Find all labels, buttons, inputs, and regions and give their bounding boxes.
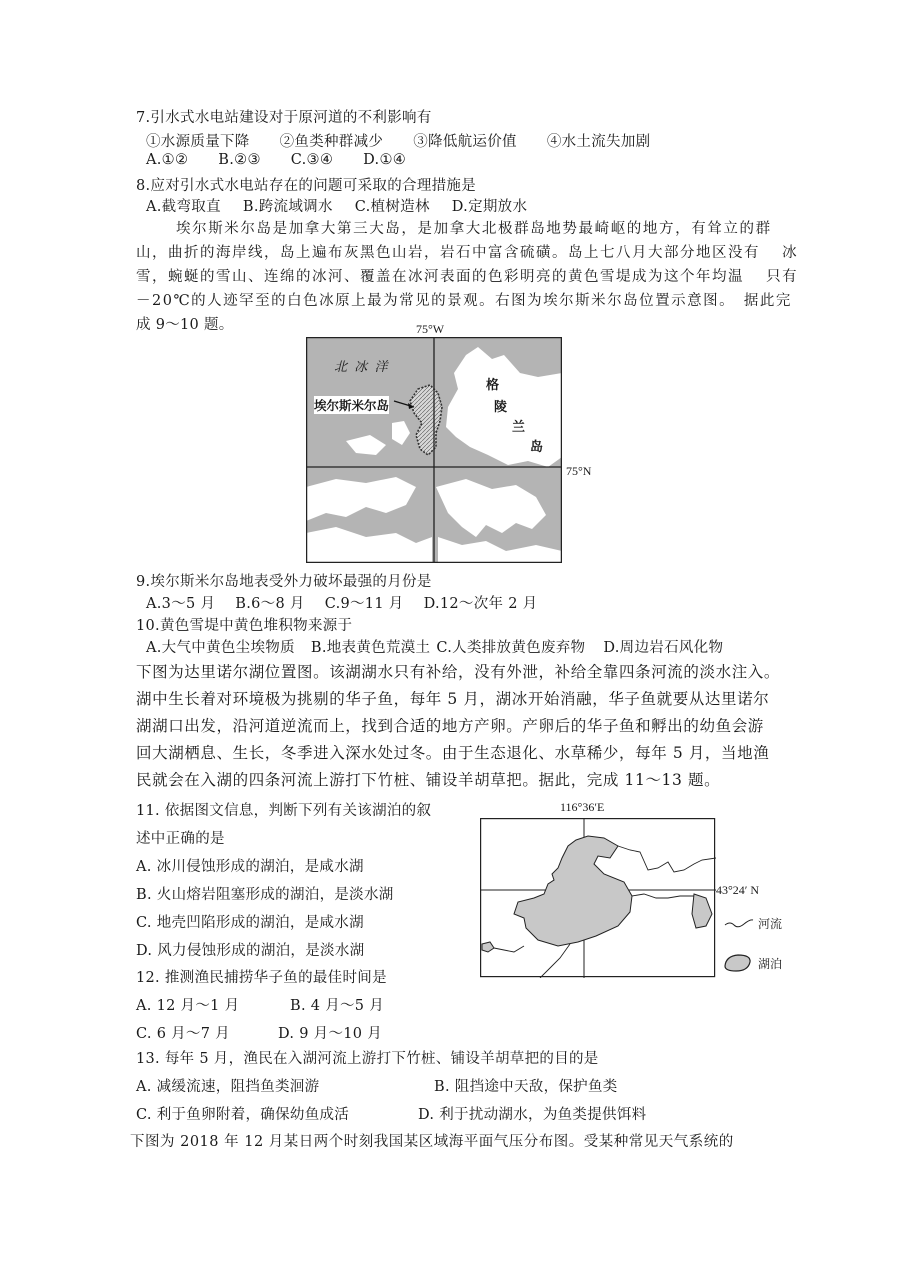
map1-ocean-label: 北 冰 洋 bbox=[334, 359, 390, 374]
passage1-line: 山，曲折的海岸线，岛上遍布灰黑色山岩，岩石中富含硫磺。岛上七八月大部分地区没有 冰 bbox=[136, 245, 799, 261]
q12-option-a: A. 12 月～1 月 bbox=[136, 998, 240, 1014]
passage2-line: 湖湖口出发，沿河道逆流而上，找到合适的地方产卵。产卵后的华子鱼和孵出的幼鱼会游 bbox=[136, 717, 764, 735]
map2-legend-lake-label: 湖泊 bbox=[758, 957, 783, 971]
q13-option-c: C. 利于鱼卵附着，确保幼鱼成活 bbox=[136, 1107, 350, 1123]
q8-options bbox=[146, 195, 551, 216]
passage2-line: 下图为达里诺尔湖位置图。该湖湖水只有补给，没有外泄，补给全靠四条河流的淡水注入。 bbox=[136, 663, 781, 681]
q10-options bbox=[146, 636, 747, 657]
q9-stem: 9.埃尔斯米尔岛地表受外力破坏最强的月份是 bbox=[136, 574, 432, 590]
q11-option-c: C. 地壳凹陷形成的湖泊，是咸水湖 bbox=[136, 915, 364, 931]
q9-option-b: B.6～8 月 bbox=[235, 596, 305, 612]
map1-greenland-label: 陵 bbox=[494, 399, 508, 414]
passage2-line: 民就会在入湖的四条河流上游打下竹桩、铺设羊胡草把。据此，完成 11～13 题。 bbox=[136, 771, 721, 789]
passage2-line: 湖中生长着对环境极为挑剔的华子鱼，每年 5 月，湖冰开始消融，华子鱼就要从达里诺尔 bbox=[136, 690, 770, 708]
map1-longitude-label: 75°W bbox=[416, 322, 445, 336]
q11-stem: 述中正确的是 bbox=[136, 831, 225, 847]
q12-stem: 12. 推测渔民捕捞华子鱼的最佳时间是 bbox=[136, 970, 387, 986]
q12-option-c: C. 6 月～7 月 bbox=[136, 1026, 230, 1042]
q7-items bbox=[146, 130, 674, 151]
q7-item: ①水源质量下降 bbox=[146, 134, 250, 150]
q13-stem: 13. 每年 5 月，渔民在入湖河流上游打下竹桩、铺设羊胡草把的目的是 bbox=[136, 1051, 599, 1067]
map2-longitude-label: 116°36′E bbox=[560, 800, 605, 814]
q11-option-a: A. 冰川侵蚀形成的湖泊，是咸水湖 bbox=[136, 859, 364, 875]
map1-latitude-label: 75°N bbox=[566, 464, 592, 478]
map2-latitude-label: 43°24′ N bbox=[716, 883, 760, 897]
q8-stem: 8.应对引水式水电站存在的问题可采取的合理措施是 bbox=[136, 178, 477, 194]
q11-option-b: B. 火山熔岩阻塞形成的湖泊，是淡水湖 bbox=[136, 887, 394, 903]
q9-option-c: C.9～11 月 bbox=[324, 596, 404, 612]
q7-option-a: A.①② bbox=[146, 152, 189, 168]
map1-island-label: 埃尔斯米尔岛 bbox=[314, 396, 389, 414]
q8-option-b: B.跨流域调水 bbox=[242, 199, 333, 215]
q7-options bbox=[146, 152, 430, 168]
q12-option-d: D. 9 月～10 月 bbox=[278, 1026, 383, 1042]
q12-options-row2 bbox=[136, 1022, 406, 1043]
q9-option-a: A.3～5 月 bbox=[146, 596, 216, 612]
q8-option-c: C.植树造林 bbox=[354, 199, 430, 215]
q7-stem: 7.引水式水电站建设对于原河道的不利影响有 bbox=[136, 110, 432, 126]
passage2-line: 回大湖栖息、生长，冬季进入深水处过冬。由于生态退化、水草稀少，每年 5 月，当地渔 bbox=[136, 744, 770, 762]
passage1-line: －20℃的人迹罕至的白色冰原上最为常见的景观。右图为埃尔斯米尔岛位置示意图。 据此完 bbox=[136, 293, 792, 309]
map2-legend-river-label: 河流 bbox=[758, 917, 783, 931]
map1-greenland-label: 岛 bbox=[530, 439, 544, 454]
map1-greenland-label: 格 bbox=[486, 377, 500, 392]
map1-greenland-label: 兰 bbox=[512, 419, 526, 434]
q11-option-d: D. 风力侵蚀形成的湖泊，是淡水湖 bbox=[136, 943, 365, 959]
map2-legend-river-icon bbox=[724, 916, 754, 930]
q9-option-d: D.12～次年 2 月 bbox=[423, 596, 538, 612]
q10-option-b: B.地表黄色荒漠土 bbox=[310, 640, 431, 656]
q8-option-d: D.定期放水 bbox=[451, 199, 528, 215]
q10-option-a: A.大气中黄色尘埃物质 bbox=[146, 640, 295, 656]
q13-option-b: B. 阻挡途中天敌，保护鱼类 bbox=[434, 1079, 618, 1095]
passage1-line: 雪，蜿蜒的雪山、连绵的冰河、覆盖在冰河表面的色彩明亮的黄色雪堤成为这个年均温 只有 bbox=[136, 269, 799, 285]
q8-option-a: A.截弯取直 bbox=[146, 199, 221, 215]
q12-options-row1 bbox=[136, 994, 408, 1015]
passage1-line: 成 9～10 题。 bbox=[136, 317, 234, 333]
q10-option-c: C.人类排放黄色废弃物 bbox=[436, 640, 586, 656]
q7-option-b: B.②③ bbox=[218, 152, 261, 168]
q7-item: ③降低航运价值 bbox=[413, 134, 517, 150]
q13-options-row2 bbox=[136, 1103, 670, 1124]
q7-item: ②鱼类种群减少 bbox=[279, 134, 384, 150]
q10-option-d: D.周边岩石风化物 bbox=[603, 640, 724, 656]
q13-options-row1 bbox=[136, 1075, 642, 1096]
q12-option-b: B. 4 月～5 月 bbox=[290, 998, 385, 1014]
q7-option-c: C.③④ bbox=[290, 152, 334, 168]
passage3-line: 下图为 2018 年 12 月某日两个时刻我国某区域海平面气压分布图。受某种常见天气系统的 bbox=[130, 1134, 734, 1150]
q9-options bbox=[146, 592, 561, 613]
map2-legend-lake-icon bbox=[722, 952, 754, 974]
passage1-line: 埃尔斯米尔岛是加拿大第三大岛，是加拿大北极群岛地势最崎岖的地方，有耸立的群 bbox=[176, 221, 772, 237]
map2-dali-nur-lake bbox=[480, 818, 716, 978]
q11-stem: 11. 依据图文信息，判断下列有关该湖泊的叙 bbox=[136, 803, 432, 819]
q10-stem: 10.黄色雪堤中黄色堆积物来源于 bbox=[136, 618, 353, 634]
q7-option-d: D.①④ bbox=[363, 152, 407, 168]
q13-option-a: A. 减缓流速，阻挡鱼类洄游 bbox=[136, 1079, 320, 1095]
q13-option-d: D. 利于扰动湖水，为鱼类提供饵料 bbox=[418, 1107, 647, 1123]
q7-item: ④水土流失加剧 bbox=[546, 134, 651, 150]
